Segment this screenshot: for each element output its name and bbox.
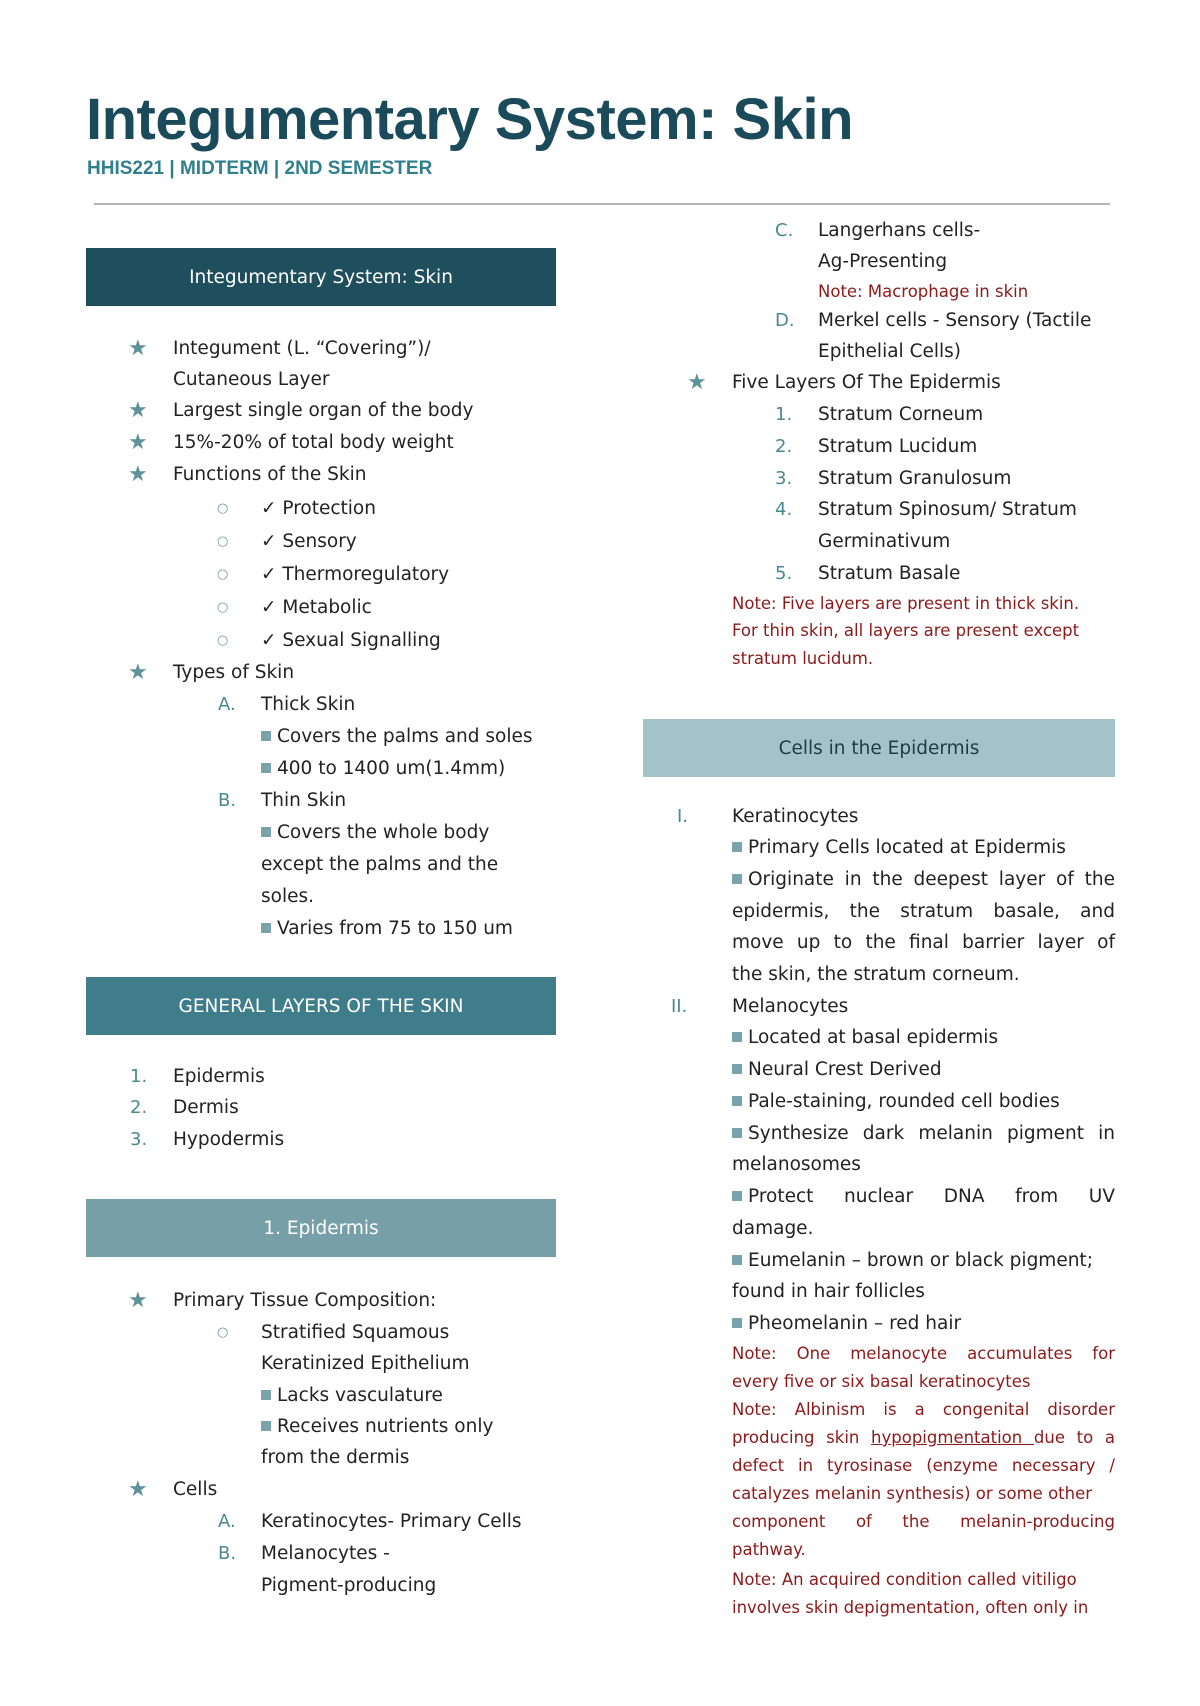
thin-skin-detail-cont: except the palms and the	[261, 854, 499, 875]
cell-langerhans-cont: Ag-Presenting	[818, 251, 948, 272]
note-vitiligo: Note: An acquired condition called vitiligo	[732, 1570, 1077, 1589]
epidermis-tissue-detail-cont: from the dermis	[261, 1447, 410, 1468]
note-vitiligo-cont: involves skin depigmentation, often only in	[732, 1598, 1089, 1617]
square-bullet-icon	[732, 1255, 742, 1265]
note-albinism-cont: component of the melanin-producing	[732, 1512, 1115, 1531]
list-marker: 1.	[130, 1066, 148, 1087]
cell-keratinocytes: Keratinocytes- Primary Cells	[261, 1511, 522, 1532]
keratinocyte-detail: Originate in the deepest layer of the	[732, 864, 1115, 896]
layer-item: Epidermis	[173, 1066, 265, 1087]
epidermis-cells: Cells	[173, 1479, 218, 1500]
square-bullet-icon	[732, 1032, 742, 1042]
square-bullet-icon	[732, 1128, 742, 1138]
square-bullet-icon	[261, 731, 271, 741]
thin-skin-detail: Covers the whole body	[261, 817, 489, 848]
list-marker: 1.	[775, 404, 793, 425]
section-banner-cells-epidermis: Cells in the Epidermis	[643, 719, 1115, 777]
square-bullet-icon	[732, 1318, 742, 1328]
list-marker: 5.	[775, 563, 793, 584]
note-albinism-cont: producing skin hypopigmentation due to a	[732, 1428, 1115, 1447]
list-marker: B.	[218, 790, 237, 811]
list-marker: 2.	[130, 1097, 148, 1118]
function-item: ✓ Sexual Signalling	[261, 630, 441, 651]
circle-bullet-icon: ○	[217, 567, 229, 582]
note-melanocyte-ratio-cont: every five or six basal keratinocytes	[732, 1372, 1031, 1391]
cell-melanocytes-cont: Pigment-producing	[261, 1575, 437, 1596]
five-layers-heading: Five Layers Of The Epidermis	[732, 372, 1001, 393]
note-five-layers: Note: Five layers are present in thick skin.	[732, 594, 1080, 613]
list-marker: D.	[775, 310, 795, 331]
star-icon: ★	[128, 1288, 148, 1313]
square-bullet-icon	[261, 1390, 271, 1400]
cell-langerhans: Langerhans cells-	[818, 220, 981, 241]
type-thick-skin: Thick Skin	[261, 694, 356, 715]
list-marker: C.	[775, 220, 794, 241]
square-bullet-icon	[261, 763, 271, 773]
list-marker: A.	[218, 1511, 236, 1532]
keratinocyte-detail: Primary Cells located at Epidermis	[732, 832, 1066, 863]
intro-item-largest-organ: Largest single organ of the body	[173, 400, 474, 421]
square-bullet-icon	[261, 1421, 271, 1431]
keratinocyte-detail-cont: the skin, the stratum corneum.	[732, 964, 1020, 985]
cell-melanocytes-heading: Melanocytes	[732, 996, 849, 1017]
list-marker: 2.	[775, 436, 793, 457]
circle-bullet-icon: ○	[217, 1325, 229, 1340]
melanocyte-detail: Located at basal epidermis	[732, 1022, 998, 1053]
function-item: ✓ Thermoregulatory	[261, 564, 450, 585]
note-five-layers-cont: For thin skin, all layers are present except	[732, 621, 1080, 640]
melanocyte-detail: Protect nuclear DNA from UV	[732, 1181, 1115, 1213]
melanocyte-detail: Neural Crest Derived	[732, 1054, 942, 1085]
section-banner-general-layers: GENERAL LAYERS OF THE SKIN	[86, 977, 556, 1035]
underlined-term: hypopigmentation	[871, 1428, 1034, 1447]
cell-merkel: Merkel cells - Sensory (Tactile	[818, 310, 1092, 331]
circle-bullet-icon: ○	[217, 600, 229, 615]
thick-skin-detail: Covers the palms and soles	[261, 721, 533, 752]
cell-melanocytes: Melanocytes -	[261, 1543, 390, 1564]
square-bullet-icon	[732, 842, 742, 852]
star-icon: ★	[128, 430, 148, 455]
square-bullet-icon	[261, 827, 271, 837]
note-albinism-cont: defect in tyrosinase (enzyme necessary /	[732, 1456, 1115, 1475]
header-divider	[94, 203, 1110, 205]
star-icon: ★	[128, 336, 148, 361]
keratinocyte-detail-cont: epidermis, the stratum basale, and	[732, 901, 1115, 922]
melanocyte-detail: Pale-staining, rounded cell bodies	[732, 1086, 1060, 1117]
list-marker: B.	[218, 1543, 237, 1564]
melanocyte-detail-cont: found in hair follicles	[732, 1281, 925, 1302]
melanocyte-detail-cont: damage.	[732, 1218, 814, 1239]
cell-keratinocytes-heading: Keratinocytes	[732, 806, 859, 827]
epidermis-tissue-detail: Lacks vasculature	[261, 1380, 443, 1411]
stratum-item: Stratum Lucidum	[818, 436, 978, 457]
star-icon: ★	[128, 1477, 148, 1502]
function-item: ✓ Protection	[261, 498, 376, 519]
square-bullet-icon	[732, 1096, 742, 1106]
stratum-item: Stratum Corneum	[818, 404, 984, 425]
star-icon: ★	[128, 462, 148, 487]
thick-skin-detail: 400 to 1400 um(1.4mm)	[261, 753, 505, 784]
note-albinism-cont: catalyzes melanin synthesis) or some other	[732, 1484, 1093, 1503]
square-bullet-icon	[261, 923, 271, 933]
list-marker: I.	[677, 806, 689, 827]
square-bullet-icon	[732, 874, 742, 884]
epidermis-tissue-type: Stratified Squamous	[261, 1322, 450, 1343]
note-albinism-cont: pathway.	[732, 1540, 806, 1559]
stratum-item-cont: Germinativum	[818, 531, 951, 552]
thin-skin-detail-cont: soles.	[261, 886, 314, 907]
thin-skin-detail: Varies from 75 to 150 um	[261, 913, 513, 944]
type-thin-skin: Thin Skin	[261, 790, 347, 811]
intro-item-functions: Functions of the Skin	[173, 464, 367, 485]
circle-bullet-icon: ○	[217, 534, 229, 549]
stratum-item: Stratum Basale	[818, 563, 961, 584]
list-marker: II.	[671, 996, 688, 1017]
epidermis-tissue-composition: Primary Tissue Composition:	[173, 1290, 437, 1311]
section-banner-epidermis: 1. Epidermis	[86, 1199, 556, 1257]
list-marker: 3.	[775, 468, 793, 489]
list-marker: A.	[218, 694, 236, 715]
list-marker: 4.	[775, 499, 793, 520]
function-item: ✓ Metabolic	[261, 597, 372, 618]
melanocyte-detail: Eumelanin – brown or black pigment;	[732, 1245, 1093, 1276]
stratum-item: Stratum Granulosum	[818, 468, 1012, 489]
layer-item: Hypodermis	[173, 1129, 285, 1150]
note-melanocyte-ratio: Note: One melanocyte accumulates for	[732, 1344, 1115, 1363]
function-item: ✓ Sensory	[261, 531, 357, 552]
note-macrophage: Note: Macrophage in skin	[818, 282, 1029, 301]
epidermis-tissue-type-cont: Keratinized Epithelium	[261, 1353, 470, 1374]
intro-item-integument-cont: Cutaneous Layer	[173, 369, 330, 390]
page-title: Integumentary System: Skin	[86, 87, 853, 152]
circle-bullet-icon: ○	[217, 501, 229, 516]
star-icon: ★	[128, 398, 148, 423]
melanocyte-detail: Pheomelanin – red hair	[732, 1308, 961, 1339]
section-banner-integumentary: Integumentary System: Skin	[86, 248, 556, 306]
square-bullet-icon	[732, 1064, 742, 1074]
star-icon: ★	[128, 660, 148, 685]
circle-bullet-icon: ○	[217, 633, 229, 648]
melanocyte-detail: Synthesize dark melanin pigment in	[732, 1118, 1115, 1150]
list-marker: 3.	[130, 1129, 148, 1150]
page-subtitle: HHIS221 | MIDTERM | 2ND SEMESTER	[87, 158, 433, 179]
layer-item: Dermis	[173, 1097, 239, 1118]
stratum-item: Stratum Spinosum/ Stratum	[818, 499, 1077, 520]
melanocyte-detail-cont: melanosomes	[732, 1154, 861, 1175]
star-icon: ★	[687, 370, 707, 395]
epidermis-tissue-detail: Receives nutrients only	[261, 1411, 493, 1442]
note-albinism: Note: Albinism is a congenital disorder	[732, 1400, 1115, 1419]
intro-item-types: Types of Skin	[173, 662, 295, 683]
intro-item-integument: Integument (L. “Covering”)/	[173, 338, 431, 359]
square-bullet-icon	[732, 1191, 742, 1201]
note-five-layers-cont: stratum lucidum.	[732, 649, 874, 668]
intro-item-body-weight: 15%-20% of total body weight	[173, 432, 454, 453]
keratinocyte-detail-cont: move up to the final barrier layer of	[732, 932, 1115, 953]
cell-merkel-cont: Epithelial Cells)	[818, 341, 962, 362]
